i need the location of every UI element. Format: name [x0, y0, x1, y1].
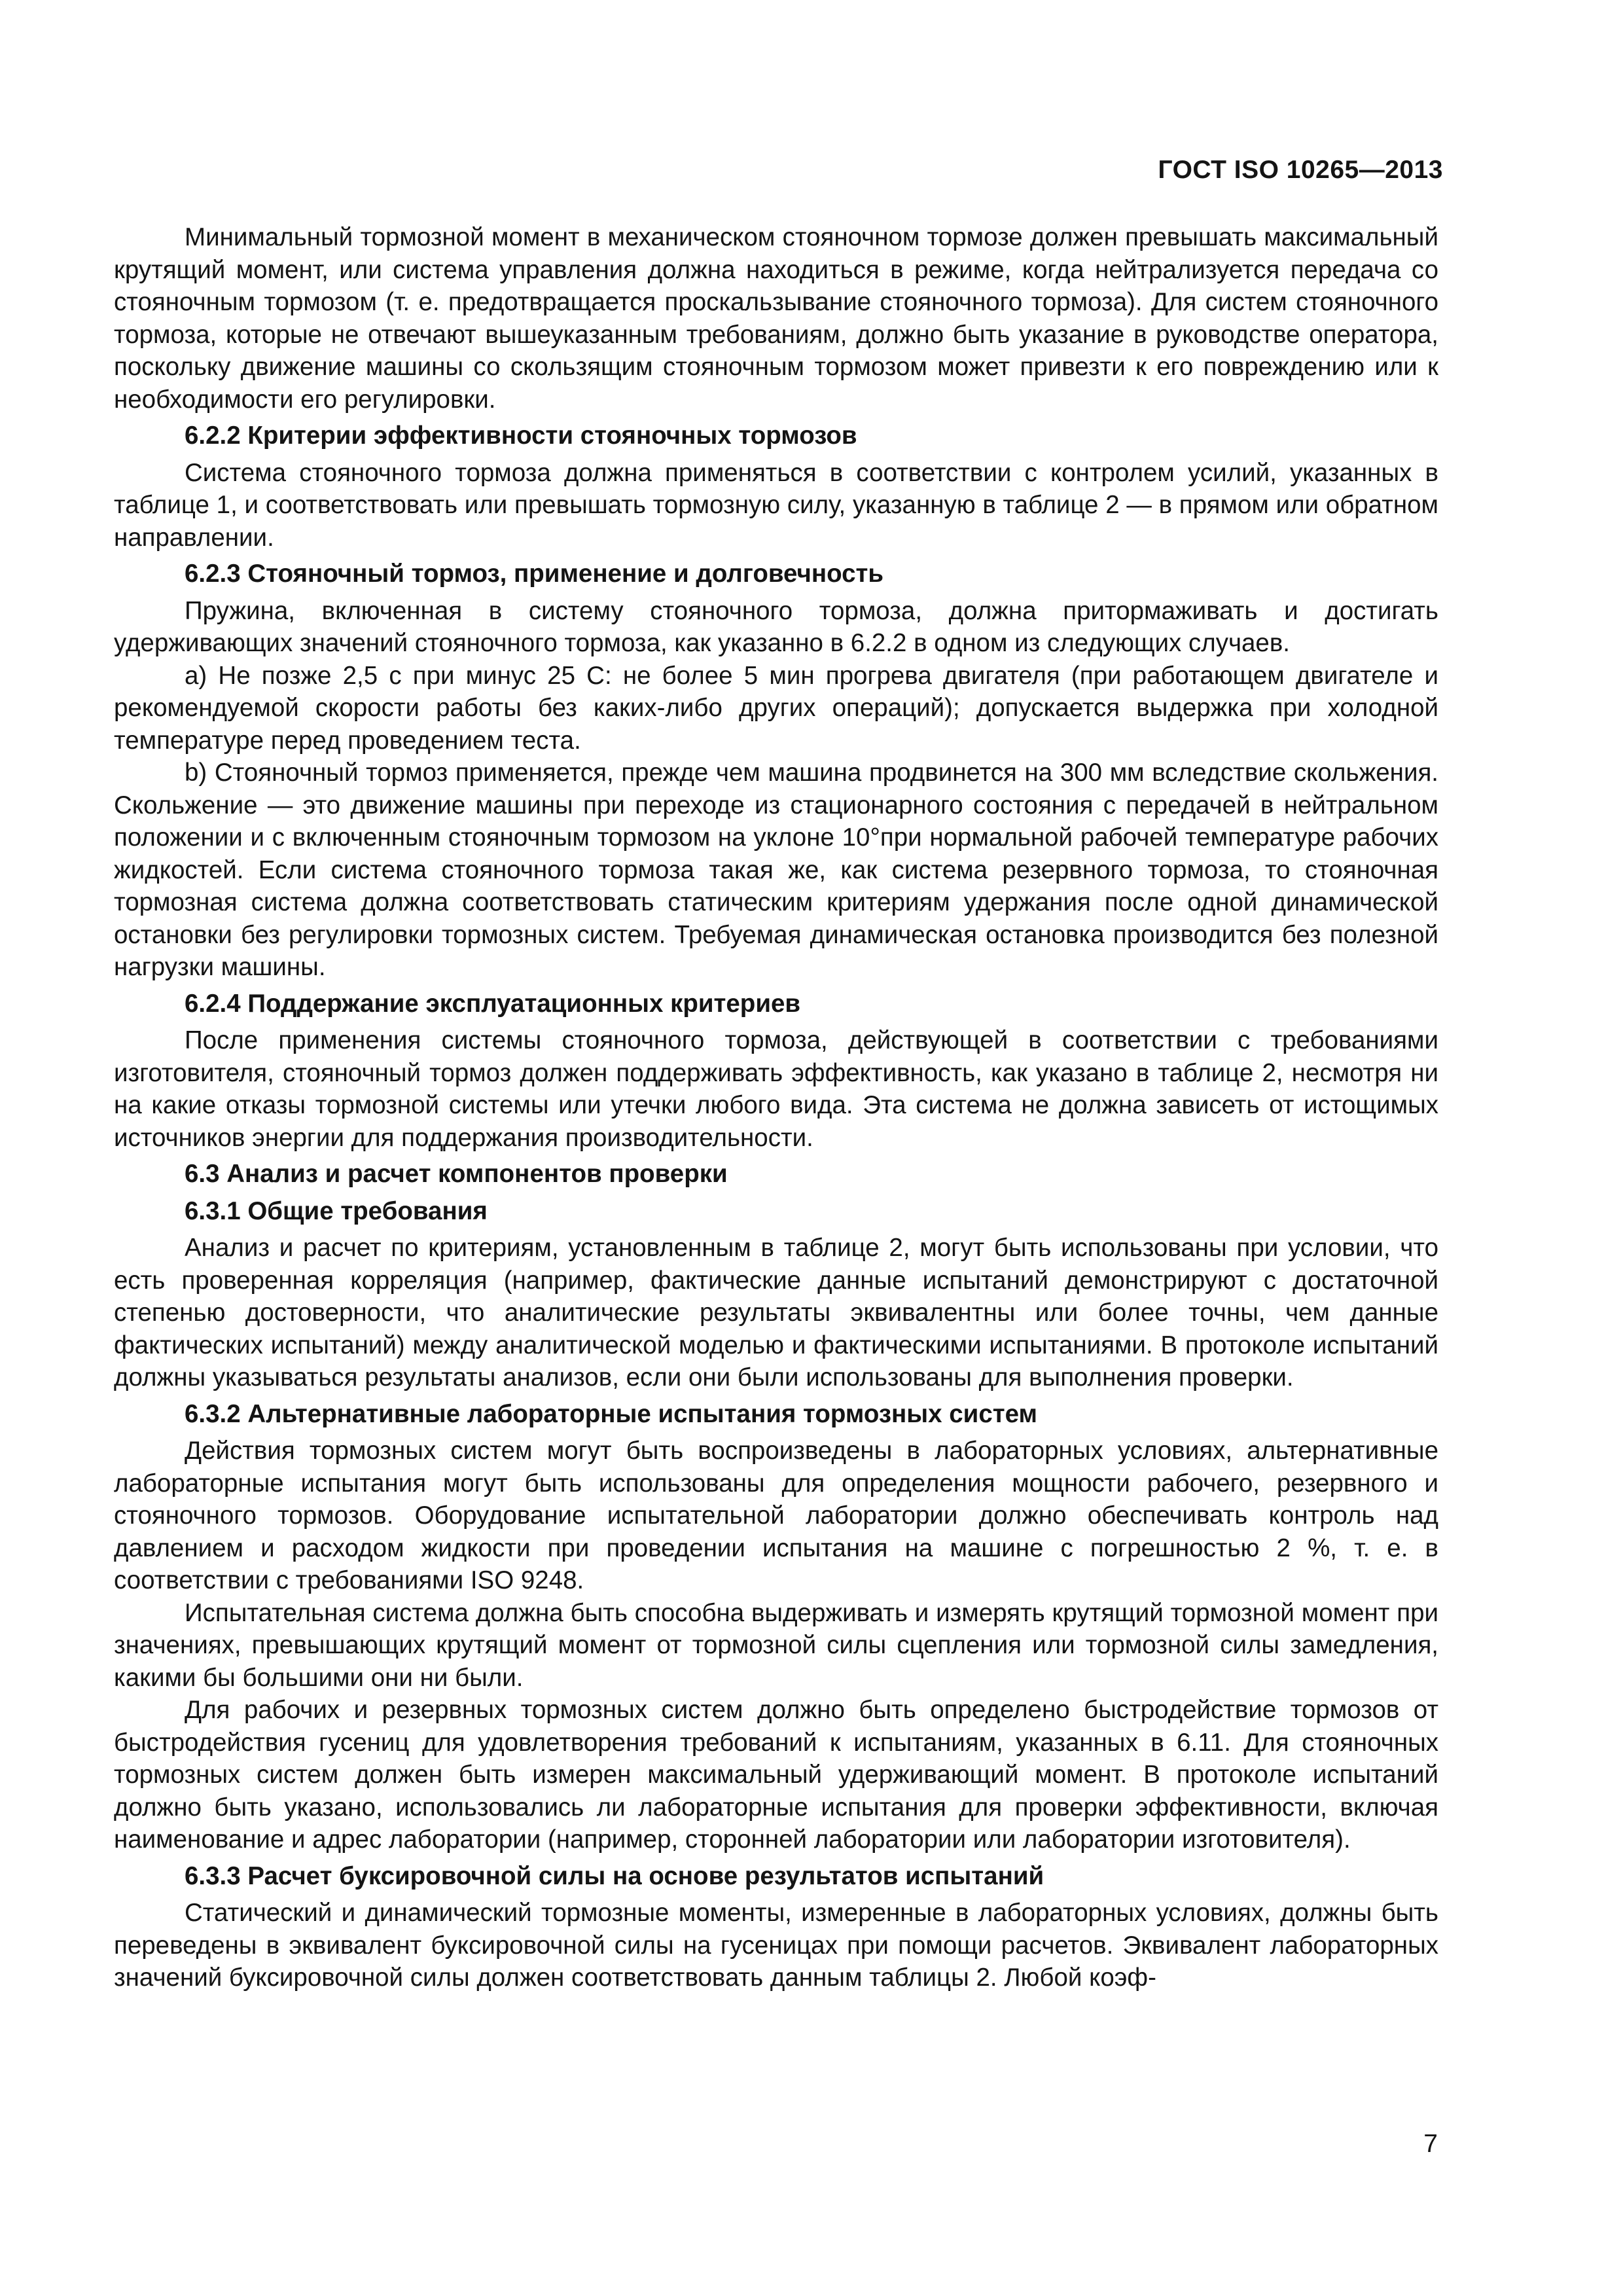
paragraph: Действия тормозных систем могут быть воспроизведены в лабораторных условиях, альтернативные лабораторные испытания могут быть использованы для определения мощности рабочего, резервного и стояночного тормозов. Оборудование испытательной лаборатории должно обеспечивать контроль над давлением и расходом жидкости при проведении испытания на машине с погрешностью 2 %, т. е. в соответствии с требованиями ISO 9248.	[114, 1437, 1438, 1594]
paragraph: Статический и динамический тормозные моменты, измеренные в лабораторных условиях, должны быть переведены в эквивалент буксировочной силы на гусеницах при помощи расчетов. Эквивалент лабораторных значений буксировочной силы должен соответствовать данным таблицы 2. Любой коэф-	[114, 1899, 1438, 1992]
list-item-a: а) Не позже 2,5 с при минус 25 С: не более 5 мин прогрева двигателя (при работающем двигателе и рекомендуемой скорости работы без каких-либо других операций); допускается выдержка при холодной температуре перед проведением теста.	[114, 661, 1438, 755]
section-heading-6-3-1: 6.3.1 Общие требования	[185, 1196, 488, 1225]
paragraph: Система стояночного тормоза должна применяться в соответствии с контролем усилий, указанных в таблице 1, и соответствовать или превышать тормозную силу, указанную в таблице 2 — в прямом или обратном направлении.	[114, 458, 1438, 552]
paragraph: Пружина, включенная в систему стояночного тормоза, должна притормаживать и достигать удерживающих значений стояночного тормоза, как указанно в 6.2.2 в одном из следующих случаев.	[114, 596, 1438, 657]
paragraph: Минимальный тормозной момент в механическом стояночном тормозе должен превышать максимальный крутящий момент, или система управления должна находиться в режиме, когда нейтрализуется передача со стояночным тормозом (т. е. предотвращается проскальзывание стояночного тормоза). Для систем стояночного тормоза, которые не отвечают вышеуказанным требованиям, должно быть указание в руководстве оператора, поскольку движение машины со скользящим стояночным тормозом может привезти к его повреждению или к необходимости его регулировки.	[114, 223, 1438, 414]
paragraph: Испытательная система должна быть способна выдерживать и измерять крутящий тормозной момент при значениях, превышающих крутящий момент от тормозной силы сцепления или тормозной силы замедления, какими бы большими они ни были.	[114, 1598, 1438, 1692]
section-heading-6-2-4: 6.2.4 Поддержание эксплуатационных критериев	[185, 989, 801, 1018]
paragraph: Анализ и расчет по критериям, установленным в таблице 2, могут быть использованы при условии, что есть проверенная корреляция (например, фактические данные испытаний демонстрируют с достаточной степенью достоверности, что аналитические результаты эквивалентны или более точны, чем данные фактических испытаний) между аналитической моделью и фактическими испытаниями. В протоколе испытаний должны указываться результаты анализов, если они были использованы для выполнения проверки.	[114, 1234, 1438, 1391]
paragraph: После применения системы стояночного тормоза, действующей в соответствии с требованиями изготовителя, стояночный тормоз должен поддерживать эффективность, как указано в таблице 2, несмотря ни на какие отказы тормозной системы или утечки любого вида. Эта система не должна зависеть от истощимых источников энергии для поддержания производительности.	[114, 1026, 1438, 1152]
list-item-b: b) Стояночный тормоз применяется, прежде чем машина продвинется на 300 мм вследствие скольжения. Скольжение — это движение машины при переходе из стационарного состояния с передачей в нейтральном положении и с включенным стояночным тормозом на уклоне 10°при нормальной рабочей температуре рабочих жидкостей. Если система стояночного тормоза такая же, как система резервного тормоза, то стояночная тормозная система должна соответствовать статическим критериям удержания после одной динамической остановки без регулировки тормозных систем. Требуемая динамическая остановка производится без полезной нагрузки машины.	[114, 759, 1438, 981]
paragraph: Для рабочих и резервных тормозных систем должно быть определено быстродействие тормозов от быстродействия гусениц для удовлетворения требований к испытаниям, указанных в 6.11. Для стояночных тормозных систем должен быть измерен максимальный удерживающий момент. В протоколе испытаний должно быть указано, использовались ли лабораторные испытания для проверки эффективности, включая наименование и адрес лаборатории (например, сторонней лаборатории или лаборатории изготовителя).	[114, 1696, 1438, 1854]
section-heading-6-2-3: 6.2.3 Стояночный тормоз, применение и долговечность	[185, 560, 884, 588]
document-body	[114, 221, 1438, 1994]
section-heading-6-3: 6.3 Анализ и расчет компонентов проверки	[185, 1160, 728, 1188]
page-number: 7	[1423, 2130, 1438, 2158]
standard-header: ГОСТ ISO 10265—2013	[1158, 156, 1443, 184]
section-heading-6-3-2: 6.3.2 Альтернативные лабораторные испытания тормозных систем	[185, 1399, 1038, 1428]
section-heading-6-3-3: 6.3.3 Расчет буксировочной силы на основе результатов испытаний	[185, 1861, 1044, 1890]
section-heading-6-2-2: 6.2.2 Критерии эффективности стояночных тормозов	[185, 422, 857, 450]
